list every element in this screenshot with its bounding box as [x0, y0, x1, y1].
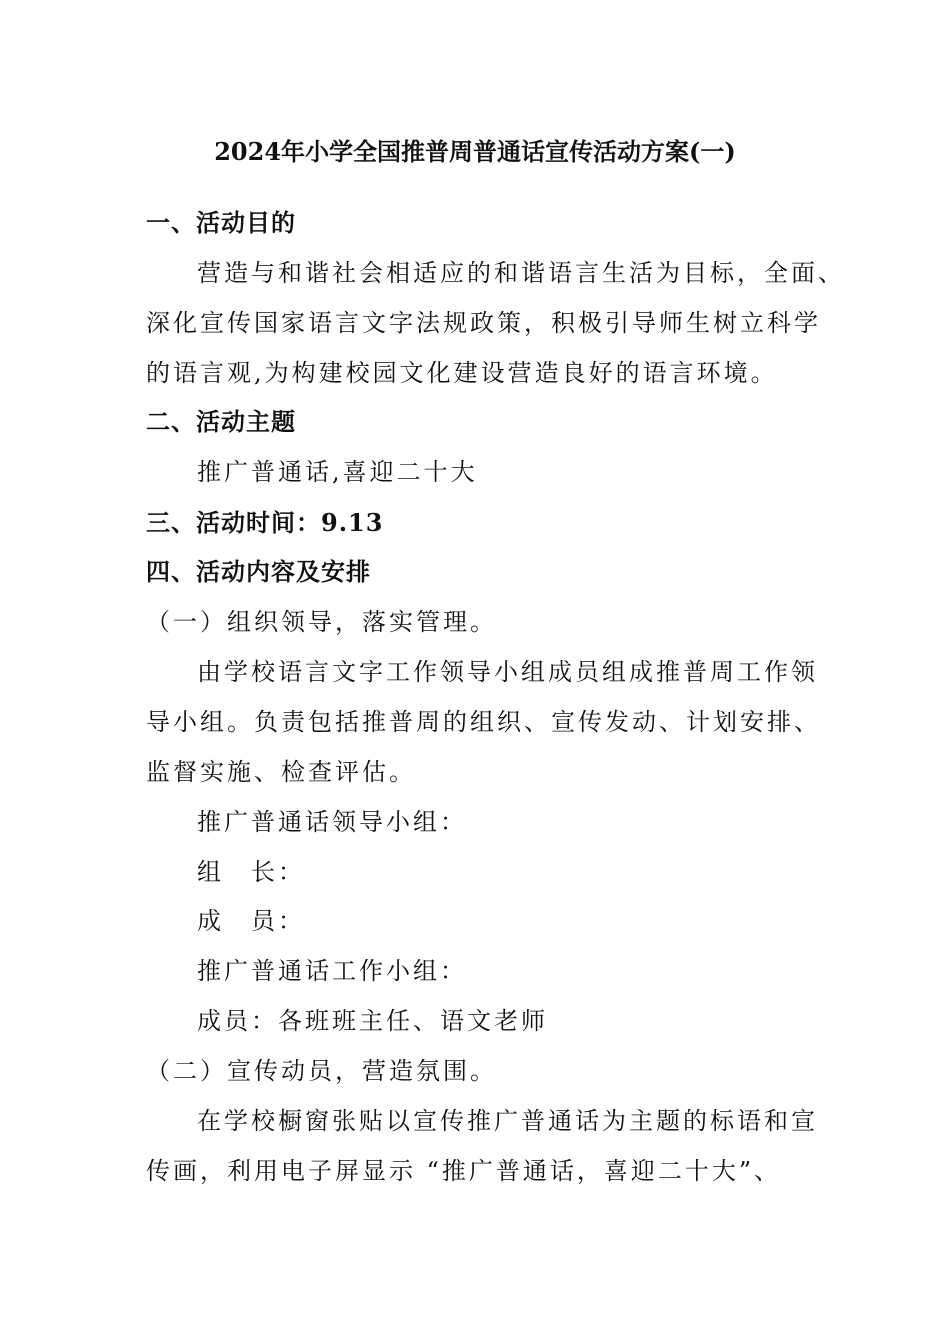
section-heading-theme: 二、活动主题 [146, 407, 296, 436]
paragraph-line: 成 员： [197, 907, 305, 935]
paragraph-line: 推广普通话,喜迎二十大 [197, 458, 478, 486]
paragraph-line: 传画，利用电子屏显示 “推广普通话，喜迎二十大”、 [146, 1157, 782, 1185]
subsection-heading: （二）宣传动员，营造氛围。 [146, 1057, 497, 1085]
document-title: 2024年小学全国推普周普通话宣传活动方案(一) [214, 137, 736, 166]
paragraph-line: 深化宣传国家语言文字法规政策，积极引导师生树立科学 [146, 309, 821, 337]
paragraph-line: 监督实施、检查评估。 [146, 758, 416, 786]
paragraph-line: 推广普通话工作小组： [197, 957, 467, 985]
paragraph-line: 导小组。负责包括推普周的组织、宣传发动、计划安排、 [146, 708, 821, 736]
section-heading-purpose: 一、活动目的 [146, 208, 296, 237]
paragraph-line: 营造与和谐社会相适应的和谐语言生活为目标，全面、 [197, 259, 845, 287]
paragraph-line: 推广普通话领导小组： [197, 808, 467, 836]
paragraph-line: 由学校语言文字工作领导小组成员组成推普周工作领 [197, 658, 818, 686]
paragraph-line: 组 长： [197, 858, 305, 886]
paragraph-line: 在学校橱窗张贴以宣传推广普通话为主题的标语和宣 [197, 1107, 818, 1135]
section-heading-time: 三、活动时间：9.13 [146, 508, 384, 537]
paragraph-line: 的语言观,为构建校园文化建设营造良好的语言环境。 [146, 359, 778, 387]
paragraph-line: 成员：各班班主任、语文老师 [197, 1007, 548, 1035]
section-heading-content: 四、活动内容及安排 [146, 557, 371, 586]
subsection-heading: （一）组织领导，落实管理。 [146, 608, 497, 636]
